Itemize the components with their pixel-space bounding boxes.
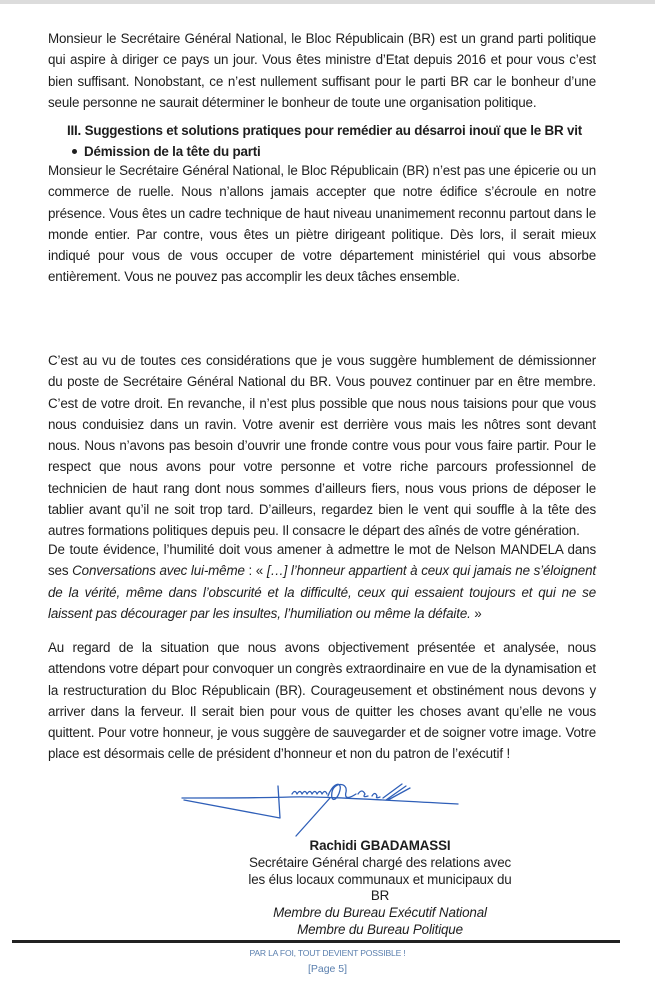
quote-text: […] l’honneur appartient à ceux qui jamais ne s’éloignent de la vérité, même dans l’obscurité et la difficulté, ceux qui essaient toujours et qui ne se laissent pas décourager par les insultes, l’humiliation ou même la défaite.	[48, 563, 596, 621]
book-title: Conversations avec lui-même	[72, 563, 245, 579]
bullet-heading	[72, 141, 261, 162]
footer-divider	[12, 940, 620, 943]
paragraph-mandela-quote	[48, 539, 596, 624]
signatory-role-1: Membre du Bureau Exécutif National	[273, 905, 487, 921]
signatory-title-line-2: les élus locaux communaux et municipaux du BR	[248, 871, 512, 904]
page-number: [Page 5]	[307, 963, 348, 975]
top-edge	[0, 0, 655, 4]
signatory-name: Rachidi GBADAMASSI	[309, 838, 451, 853]
quote-open: : «	[244, 563, 267, 579]
signatory-title-line-1: Secrétaire Général chargé des relations avec	[248, 854, 512, 870]
bullet-icon	[72, 149, 77, 154]
section-heading: III. Suggestions et solutions pratiques pour remédier au désarroi inouï que le BR vit	[67, 123, 582, 138]
signatory-role-2: Membre du Bureau Politique	[297, 921, 463, 937]
quote-intro: De toute évidence, l’humilité doit vous amener à admettre le mot de Nelson MANDELA dans ses	[48, 542, 596, 579]
paragraph-considerations: C’est au vu de toutes ces considérations que je vous suggère humblement de démissionner du poste de Secrétaire Général National du BR. Vous pouvez continuer par en être membre. C’est de votre droit. En revanche, il n’est plus possible que nous nous taisions pour que vous nous conduisiez dans un ravin. Votre avenir est derrière vous mais les nôtres sont devant nous. Nous n’avons pas besoin d’ouvrir une fronde contre vous pour vous faire partir. Pour le respect que nous avons pour votre personne et votre riche parcours professionnel de technicien de haut rang dont nous sommes d’ailleurs fiers, nous vous prions de déposer le tablier avant qu’il ne soit trop tard. D’ailleurs, regardez bien le vent qui souffle à la tête des autres formations politiques depuis peu. Il consacre le départ des aînés de votre génération.	[48, 353, 596, 539]
paragraph-intro: Monsieur le Secrétaire Général National, le Bloc Républicain (BR) est un grand parti politique qui aspire à diriger ce pays un jour. Vous êtes ministre d’Etat depuis 2016 et pour vous c’est bien suffisant. Nonobstant, ce n’est nullement suffisant pour le parti BR car le bonheur d’une seule personne ne saurait déterminer le bonheur de toute une organisation politique.	[48, 31, 596, 110]
signatory-block	[240, 838, 520, 939]
handwritten-signature	[180, 778, 460, 846]
quote-close: »	[470, 605, 482, 621]
paragraph-resignation: Monsieur le Secrétaire Général National, le Bloc Républicain (BR) n’est pas une épicerie ou un commerce de ruelle. Nous n’allons jamais accepter que notre édifice s’écroule en notre présence. Vous êtes un cadre technique de haut niveau unanimement reconnu partout dans le monde entier. Par contre, vous êtes un piètre dirigeant politique. Dès lors, il serait mieux indiqué pour vous de vous occuper de votre département ministériel qui vous absorbe entièrement. Vous ne pouvez pas accomplir les deux tâches ensemble.	[48, 163, 596, 285]
footer-motto: PAR LA FOI, TOUT DEVIENT POSSIBLE !	[249, 948, 406, 958]
bullet-heading-text: Démission de la tête du parti	[84, 144, 261, 159]
paragraph-conclusion: Au regard de la situation que nous avons objectivement présentée et analysée, nous attendons votre départ pour convoquer un congrès extraordinaire en vue de la dynamisation et la restructuration du Bloc Républicain (BR). Courageusement et obstinément nous devons y arriver dans la ferveur. Il serait bien pour vous de quitter les choses avant qu’elle ne vous quittent. Pour votre honneur, je vous suggère de sauvegarder et de soigner votre image. Votre place est désormais celle de président d’honneur et non du patron de l’exécutif !	[48, 640, 596, 762]
